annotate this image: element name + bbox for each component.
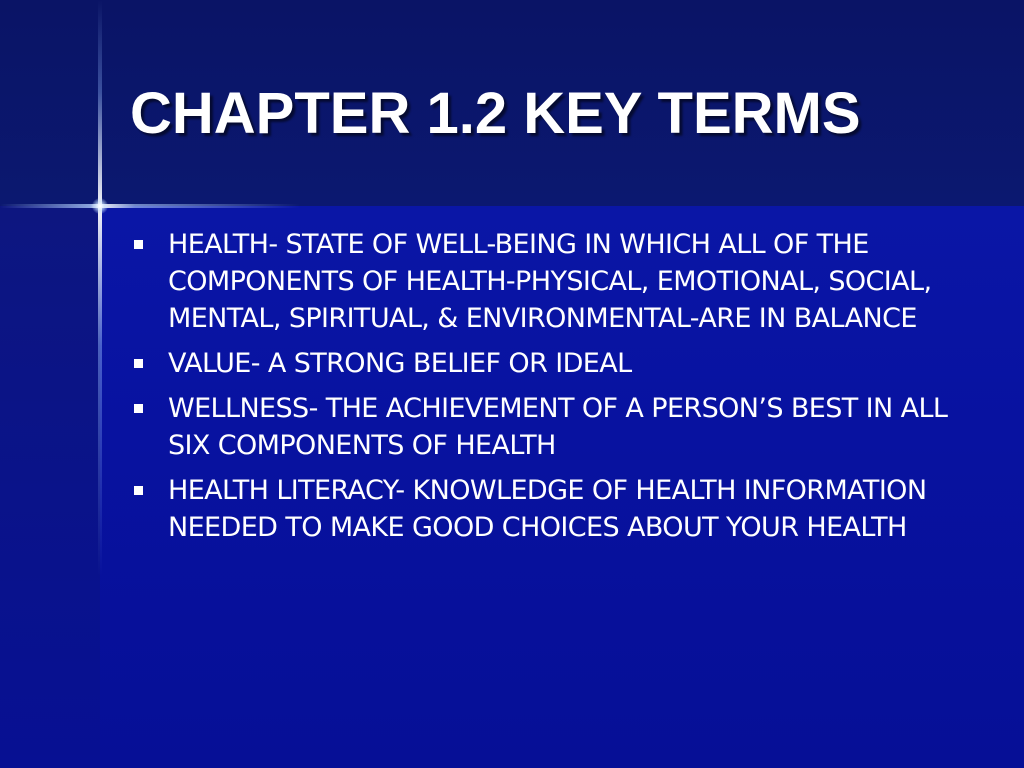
- star-glow-vertical: [98, 0, 102, 768]
- list-item: [130, 226, 970, 337]
- list-item: [130, 390, 970, 464]
- term-text: WELLNESS- THE ACHIEVEMENT OF A PERSON’S BEST IN ALL SIX COMPONENTS OF HEALTH: [168, 393, 948, 461]
- square-bullet-icon: [134, 359, 143, 368]
- slide-title: CHAPTER 1.2 KEY TERMS: [130, 81, 861, 146]
- left-band: [0, 206, 100, 768]
- star-icon: [92, 198, 108, 214]
- square-bullet-icon: [134, 240, 143, 249]
- list-item: [130, 472, 970, 546]
- square-bullet-icon: [134, 404, 143, 413]
- term-text: HEALTH- STATE OF WELL-BEING IN WHICH ALL OF THE COMPONENTS OF HEALTH-PHYSICAL, EMOTIONAL, SOCIAL, MENTAL, SPIRITUAL, & ENVIRONMENTAL-ARE IN BALANCE: [168, 229, 932, 334]
- list-item: [130, 345, 970, 382]
- term-text: HEALTH LITERACY- KNOWLEDGE OF HEALTH INFORMATION NEEDED TO MAKE GOOD CHOICES ABOUT YOUR HEALTH: [168, 475, 927, 543]
- square-bullet-icon: [134, 486, 143, 495]
- star-glow-horizontal: [0, 204, 300, 208]
- term-text: VALUE- A STRONG BELIEF OR IDEAL: [168, 348, 632, 379]
- key-terms-list: [130, 226, 970, 554]
